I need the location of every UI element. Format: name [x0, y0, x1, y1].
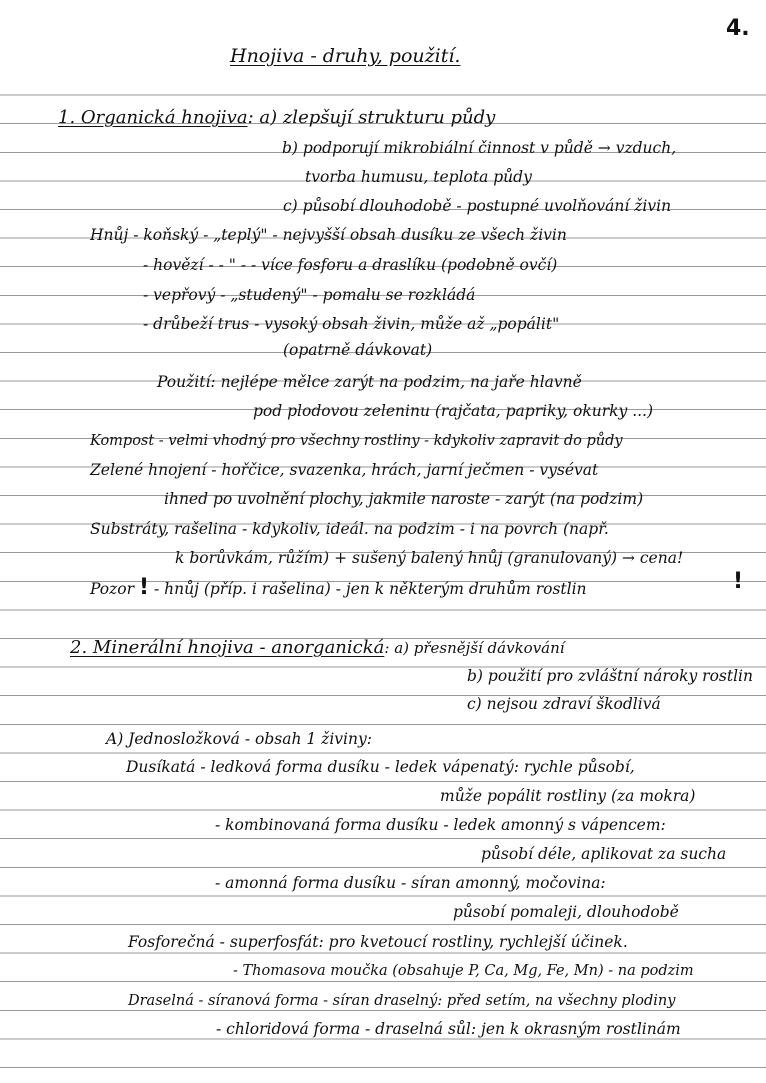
section1-heading-row	[58, 108, 495, 128]
handwritten-line: - kombinovaná forma dusíku - ledek amonný s vápencem:	[215, 816, 666, 834]
handwritten-line: - hovězí - - " - - více fosforu a draslíku (podobně ovčí)	[143, 256, 558, 274]
handwritten-line: působí déle, aplikovat za sucha	[481, 845, 727, 863]
handwritten-line: k borůvkám, růžím) + sušený balený hnůj (granulovaný) → cena!	[175, 549, 684, 567]
handwritten-line: - vepřový - „studený" - pomalu se rozkládá	[143, 286, 476, 304]
handwritten-line: - amonná forma dusíku - síran amonný, močovina:	[215, 874, 606, 892]
handwritten-line: Zelené hnojení - hořčice, svazenka, hrách, jarní ječmen - vysévat	[90, 461, 599, 479]
section1-heading-suffix: : a) zlepšují strukturu půdy	[247, 107, 496, 128]
section1-heading: 1. Organická hnojiva	[58, 107, 248, 128]
handwritten-line: tvorba humusu, teplota půdy	[305, 168, 532, 186]
handwritten-line: c) působí dlouhodobě - postupné uvolňování živin	[283, 197, 672, 215]
exclamation-mark: !	[733, 569, 744, 594]
handwritten-line: Hnůj - koňský - „teplý" - nejvyšší obsah dusíku ze všech živin	[90, 226, 567, 244]
handwritten-line: pod plodovou zeleninu (rajčata, papriky, okurky ...)	[253, 402, 654, 420]
section2-heading-suffix: : a) přesnější dávkování	[384, 639, 565, 657]
page-number: 4.	[726, 16, 750, 41]
handwritten-line: působí pomaleji, dlouhodobě	[453, 903, 679, 921]
handwritten-line: Substráty, rašelina - kdykoliv, ideál. na podzim - i na povrch (např.	[90, 520, 609, 538]
handwritten-line: A) Jednosložková - obsah 1 živiny:	[106, 730, 372, 748]
handwritten-line: - drůbeží trus - vysoký obsah živin, může až „popálit"	[143, 315, 560, 333]
exclamation-mark: !	[138, 575, 150, 600]
section2-heading: 2. Minerální hnojiva - anorganická	[70, 637, 385, 658]
handwritten-line: může popálit rostliny (za mokra)	[440, 787, 696, 805]
handwritten-line: b) podporují mikrobiální činnost v půdě → vzduch,	[282, 139, 677, 157]
handwritten-line: - chloridová forma - draselná sůl: jen k okrasným rostlinám	[216, 1020, 681, 1038]
handwritten-line: b) použití pro zvláštní nároky rostlin	[467, 667, 753, 685]
section2-heading-row	[70, 638, 565, 658]
handwritten-line: (opatrně dávkovat)	[283, 341, 433, 359]
page-title: Hnojiva - druhy, použití.	[230, 45, 461, 67]
handwritten-line: ihned po uvolnění plochy, jakmile naroste - zarýt (na podzim)	[164, 490, 644, 508]
handwritten-line: Kompost - velmi vhodný pro všechny rostliny - kdykoliv zapravit do půdy	[90, 433, 623, 449]
warning-label: Pozor	[90, 580, 135, 598]
handwritten-line: Fosforečná - superfosfát: pro kvetoucí rostliny, rychlejší účinek.	[128, 933, 628, 951]
handwritten-line: Použití: nejlépe mělce zarýt na podzim, na jaře hlavně	[157, 373, 582, 391]
handwritten-line: Dusíkatá - ledková forma dusíku - ledek vápenatý: rychle působí,	[126, 758, 635, 776]
handwritten-line: Draselná - síranová forma - síran draselný: před setím, na všechny plodiny	[128, 993, 676, 1009]
warning-text: - hnůj (příp. i rašelina) - jen k některým druhům rostlin	[153, 580, 587, 598]
warning-row	[90, 575, 587, 600]
handwritten-line: c) nejsou zdraví škodlivá	[467, 695, 661, 713]
handwritten-line: - Thomasova moučka (obsahuje P, Ca, Mg, Fe, Mn) - na podzim	[233, 963, 694, 979]
